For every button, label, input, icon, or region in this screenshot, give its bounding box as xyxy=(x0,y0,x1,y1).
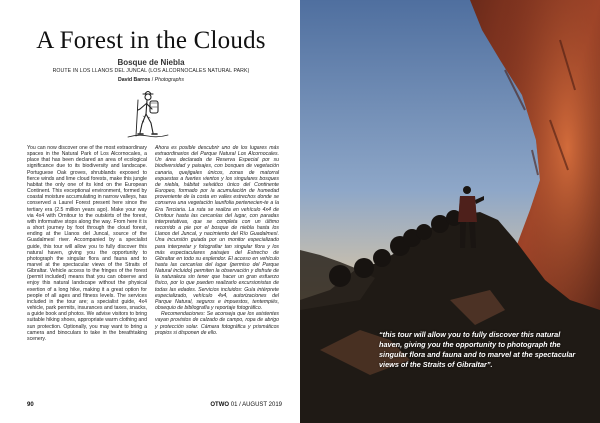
article-subtitle: Bosque de Niebla xyxy=(117,58,185,67)
hiker-illustration-icon xyxy=(124,86,172,140)
body-paragraph-spanish-2: Recomendaciones: Se aconseja que los asistentes vayan provistos de calzado de campo, ropa de abrigo y protección solar. Cámara fotográfica y prismáticos propios si disponen de ello. xyxy=(155,311,279,336)
body-column-spanish xyxy=(155,145,279,336)
article-title: A Forest in the Clouds xyxy=(36,27,266,54)
body-paragraph-spanish-1: Ahora es posible descubrir uno de los lugares más extraordinarios del Parque Natural Los Alcornocales. Un área declarada de Reserva Especial por su biodiversidad y paisajes, con bosques de vegetación canaria, quejigales únicos, zonas de matorral expuestas a fuertes vientos y los singulares bosques de niebla, hábitat selvático único del Continente Europeo, formado por la acumulación de humedad proveniente de la costa en valles estrechos donde se conserva una vegetación laurifolia pertenecien-te a la Era Terciaria. La ruta se realiza en vehículo 4x4 de Ornitour hasta las cercanías del lugar, con paradas interpretativas, que se completa con un último recorrido a pie por el bosque de niebla hasta los Llanos del Juncal, y nacimiento del Río Guadalmesí. Una incursión guiada por un monitor especializado para interpretar y fotografiar tan singular flora y los más espectaculares paisajes del Estrecho de Gibraltar en todo su esplendor. El acceso en vehículo hasta las cercanías del lugar (permiso del Parque Natural incluido) permiten la observación y disfrute de la naturaleza sin tener que hacer un gran esfuerzo físico, por lo que pueden realizarlo excursionistas de todas las edades. Servicios incluidos: Guía intérprete especializado, vehículo 4x4, autorizaciones del Parque Natural, seguros e impuestos, tentempiés, obsequio de bibliografía y reportaje fotográfico. xyxy=(155,145,279,312)
author-name: David Barros xyxy=(117,77,151,83)
byline-separator: / xyxy=(151,77,155,83)
footer-issue xyxy=(186,402,282,408)
route-line: ROUTE IN LOS LLANOS DEL JUNCAL (LOS ALCORNOCALES NATURAL PARK) xyxy=(52,68,250,74)
footer-issue-date: 01 / AUGUST 2019 xyxy=(230,402,282,408)
right-page xyxy=(300,0,600,423)
body-paragraph-english: You can now discover one of the most extraordinary spaces in the Natural Park of Los Alcornocales, a place that has been declared an area of ecological significance due to its biodiversity and landscape. Portuguese Oak groves, shrublands exposed to fierce winds and lime cloud forests, make this jungle habitat the only one of its kind on the European Continent. This exceptional environment, formed by coastal moisture accumulating in narrow valleys, has conserved a Laurel Forest present here since the tertiary era (2.5 million years ago). Make your way via 4x4 with Ornitour to the outskirts of the forest, with informative stops along the way. From here it is a short journey by foot through the cloud forest, ending at the Llanos del Juncal, source of the Guadalmesí river. Accompanied by a specialist guide, this tour will allow you to fully discover this natural haven, giving you the opportunity to photograph the singular flora and fauna and to marvel at the spectacular views of the Straits of Gibraltar. Vehicle access to the fringes of the forest (permit included) means that you can observe and enjoy this natural landscape without the physical exertion of a long hike, making it a great option for people of all ages and fitness levels. The services included in the tour are; a specialist guide, 4x4 vehicle, park permits, insurances and taxes, snacks, a guide book and photos. We advise visitors to bring suitable hiking shoes, appropriate warm clothing and sun protection. Optionally, you may want to bring a camera and binoculars to take in the breathtaking scenery. xyxy=(27,145,148,342)
page-number: 90 xyxy=(27,402,34,408)
byline xyxy=(10,77,292,83)
pull-quote: “this tour will allow you to fully discover this natural haven, giving you the opportunity to photograph the singular flora and fauna and to marvel at the spectacular views of the Straits of Gibraltar”. xyxy=(379,330,576,369)
body-column-english xyxy=(27,145,147,342)
author-role: Photographs xyxy=(154,77,185,83)
footer-magazine-name: OTWO xyxy=(210,402,230,408)
